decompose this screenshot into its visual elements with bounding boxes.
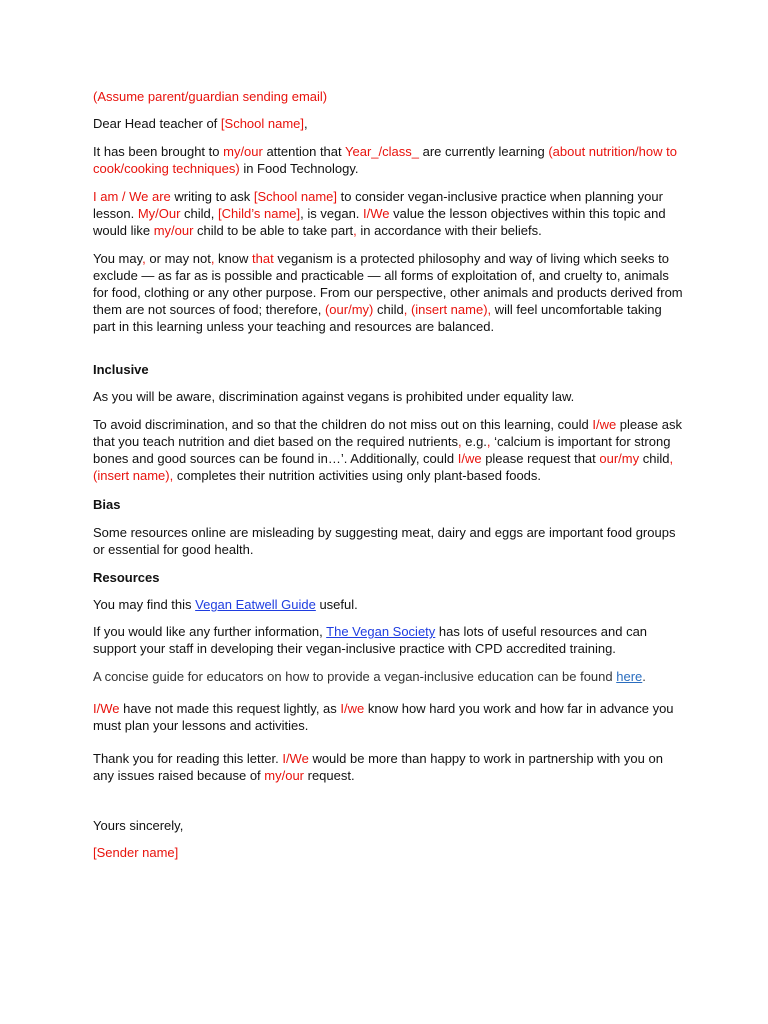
topic-placeholder: (about nutrition/how to cook/cooking techniques) bbox=[93, 144, 677, 176]
i-we-placeholder: I/we bbox=[340, 701, 365, 716]
text: You may find this bbox=[93, 597, 196, 612]
i-we-placeholder: I/We bbox=[282, 751, 309, 766]
paragraph-vegan-society bbox=[93, 623, 683, 657]
text: You may bbox=[93, 251, 143, 266]
assumption-note: (Assume parent/guardian sending email) bbox=[93, 89, 328, 104]
paragraph-request bbox=[93, 188, 683, 239]
text: writing to ask bbox=[170, 189, 254, 204]
paragraph-request-lightly bbox=[93, 700, 683, 734]
salutation-text: Dear Head teacher of bbox=[93, 116, 221, 131]
text: attention that bbox=[262, 144, 346, 159]
text: , is vegan. bbox=[300, 206, 364, 221]
paragraph-educator-guide bbox=[93, 668, 683, 685]
text: e.g. bbox=[461, 434, 487, 449]
paragraph-discrimination bbox=[93, 416, 683, 484]
i-we-placeholder: I am / We are bbox=[93, 189, 171, 204]
school-name-placeholder: [School name] bbox=[220, 116, 305, 131]
text: child bbox=[639, 451, 670, 466]
text: to consider vegan-inclusive practice when planning your lesson. bbox=[93, 189, 663, 221]
text: To avoid discrimination, and so that the children do not miss out on this learning, could bbox=[93, 417, 593, 432]
text: . bbox=[642, 669, 646, 684]
text: has lots of useful resources and can support your staff in developing their vegan-inclusive practice with CPD accredited training. bbox=[93, 624, 648, 656]
red-comma: , bbox=[486, 434, 491, 449]
text: have not made this request lightly, as bbox=[119, 701, 341, 716]
heading-resources: Resources bbox=[93, 570, 160, 585]
paragraph-misleading-resources: Some resources online are misleading by suggesting meat, dairy and eggs are important food groups or essential for good health. bbox=[93, 525, 676, 557]
red-comma: , bbox=[353, 223, 357, 238]
paragraph-attention bbox=[93, 143, 683, 177]
heading-bias: Bias bbox=[93, 497, 121, 512]
my-our-placeholder: my/our bbox=[264, 768, 305, 783]
year-class-placeholder: Year_/class_ bbox=[345, 144, 419, 159]
text: child bbox=[373, 302, 404, 317]
text: A concise guide for educators on how to provide a vegan-inclusive education can be found bbox=[93, 669, 617, 684]
paragraph-thank-you bbox=[93, 750, 683, 784]
paragraph-veganism bbox=[93, 250, 683, 335]
text: will feel uncomfortable taking part in this learning unless your teaching and resources are balanced. bbox=[93, 302, 662, 334]
my-our-placeholder: my/our bbox=[153, 223, 194, 238]
text: completes their nutrition activities using only plant-based foods. bbox=[173, 468, 542, 483]
text: It has been brought to bbox=[93, 144, 224, 159]
text: ‘calcium is important for strong bones and good sources can be found in…’. Additionally, could bbox=[93, 434, 671, 466]
insert-name-placeholder: (insert name), bbox=[410, 302, 492, 317]
text: useful. bbox=[315, 597, 358, 612]
salutation-comma: , bbox=[304, 116, 308, 131]
text: know bbox=[214, 251, 253, 266]
vegan-society-link[interactable]: The Vegan Society bbox=[326, 624, 436, 639]
heading-inclusive: Inclusive bbox=[93, 362, 149, 377]
text: are currently learning bbox=[418, 144, 549, 159]
text: If you would like any further information, bbox=[93, 624, 327, 639]
red-comma: , bbox=[457, 434, 462, 449]
our-my-placeholder: our/my bbox=[599, 451, 640, 466]
child-name-placeholder: [Child’s name] bbox=[218, 206, 301, 221]
school-name-placeholder: [School name] bbox=[253, 189, 337, 204]
text: please ask that you teach nutrition and diet based on the required nutrients bbox=[93, 417, 682, 449]
text: Thank you for reading this letter. bbox=[93, 751, 283, 766]
i-we-placeholder: I/we bbox=[457, 451, 482, 466]
red-comma: , bbox=[142, 251, 146, 266]
red-comma: , bbox=[210, 251, 215, 266]
text: child, bbox=[180, 206, 219, 221]
text: veganism is a protected philosophy and way of living which seeks to exclude — as far as is possible and practicable — all forms of exploitation of, and cruelty to, animals for food, clothing or any other purpose. From our perspective, other animals and products derived from them are not sources of food; therefore, bbox=[93, 251, 683, 317]
i-we-placeholder: I/we bbox=[592, 417, 617, 432]
vegan-eatwell-guide-link[interactable]: Vegan Eatwell Guide bbox=[195, 597, 316, 612]
text: know how hard you work and how far in advance you must plan your lessons and activities. bbox=[93, 701, 674, 733]
text: or may not bbox=[145, 251, 211, 266]
text: please request that bbox=[481, 451, 600, 466]
text: request. bbox=[304, 768, 355, 783]
text: in accordance with their beliefs. bbox=[356, 223, 542, 238]
red-comma: , bbox=[669, 451, 674, 466]
paragraph-equality-law: As you will be aware, discrimination against vegans is prohibited under equality law. bbox=[93, 389, 575, 404]
text: value the lesson objectives within this topic and would like bbox=[93, 206, 666, 238]
i-we-placeholder: I/We bbox=[93, 701, 120, 716]
my-our-placeholder: My/Our bbox=[137, 206, 181, 221]
red-comma: , bbox=[403, 302, 411, 317]
text: in Food Technology. bbox=[239, 161, 359, 176]
closing: Yours sincerely, bbox=[93, 818, 184, 833]
paragraph-eatwell bbox=[93, 596, 683, 613]
sender-name-placeholder: [Sender name] bbox=[93, 845, 179, 860]
that-placeholder: that bbox=[252, 251, 274, 266]
text: would be more than happy to work in partnership with you on any issues raised because of bbox=[93, 751, 663, 783]
here-link[interactable]: here bbox=[616, 669, 643, 684]
text: child to be able to take part bbox=[193, 223, 354, 238]
our-my-placeholder: (our/my) bbox=[324, 302, 374, 317]
i-we-placeholder: I/We bbox=[363, 206, 390, 221]
my-our-placeholder: my/our bbox=[223, 144, 263, 159]
insert-name-placeholder: (insert name), bbox=[93, 468, 174, 483]
salutation bbox=[93, 115, 683, 132]
